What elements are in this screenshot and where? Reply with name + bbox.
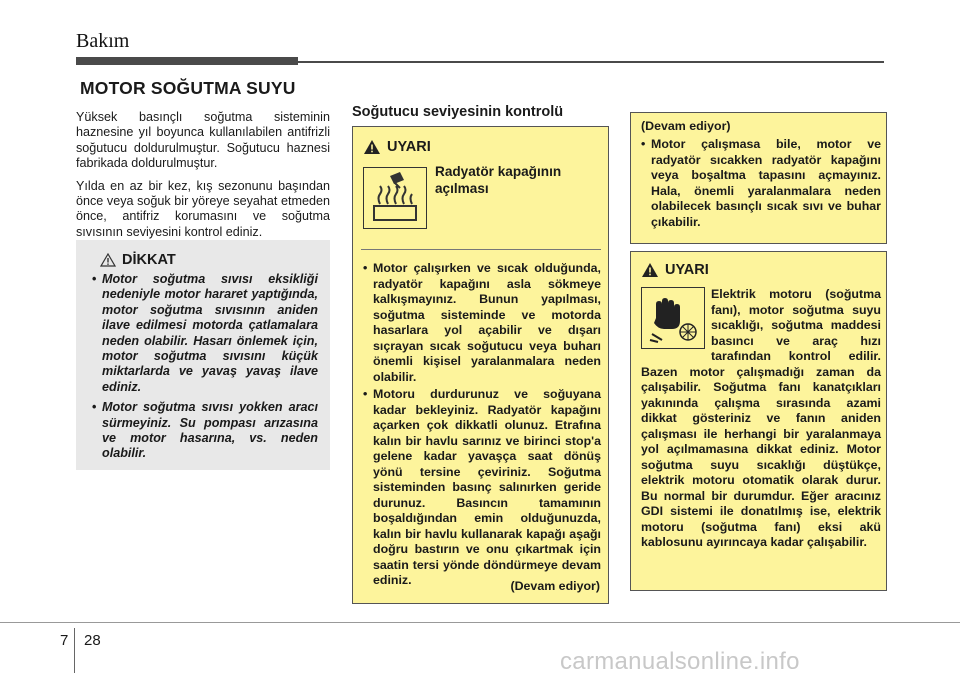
page-numbers — [58, 628, 118, 668]
warning-text — [641, 287, 881, 551]
page-divider — [74, 628, 75, 673]
subsection-title: Soğutucu seviyesinin kontrolü — [352, 104, 564, 120]
continued-label: (Devam ediyor) — [510, 579, 600, 593]
warning-list — [641, 137, 881, 232]
intro-paragraph-1: Yüksek basınçlı soğutma sisteminin haznesine yıl boyunca kullanılabilen antifrizli soğutucu doldurulmuştur. Soğutucu haznesi fabrikada doldurulmuştur. — [76, 110, 330, 171]
caution-triangle-icon — [100, 253, 116, 267]
warning-title: UYARI — [665, 262, 709, 278]
warning-box-radiator-cap — [352, 126, 609, 604]
header-bar — [76, 57, 298, 65]
warning-item: • Motor çalışırken ve sıcak olduğunda, radyatör kapağını asla sökmeye kalkışmayınız. Bunun yapılması, soğutma sisteminde ve motorda hasarlara yol açabilir ve dışarı sıçrayan sıcak soğutucu veya buharı önemli kişisel yaralanmalara neden olabilir. — [363, 261, 601, 385]
chapter-number: 7 — [60, 632, 69, 649]
caution-item: • Motor soğutma sıvısı eksikliği nedeniyle motor hararet yaptığında, motor soğutma sıvısının aniden ilave edilmesi motorda çatlamalara neden olabilir. Hasarı önlemek için, motor soğutma sıvısını küçük miktarlarda ve yavaş yavaş ilave ediniz. — [92, 272, 318, 395]
caution-list — [92, 272, 318, 462]
warning-list — [363, 261, 601, 591]
warning-item: • Motor çalışmasa bile, motor ve radyatör sıcakken radyatör kapağını veya boşaltma tapasını açmayınız. Hala, önemli yaralanmalara neden olabilecek basınçlı sıcak sıvı ve buhar çıkabilir. — [641, 137, 881, 230]
page-number: 28 — [84, 632, 101, 649]
warning-triangle-icon — [363, 139, 381, 155]
continued-label: (Devam ediyor) — [641, 119, 731, 133]
warning-item: • Motoru durdurunuz ve soğuyana kadar bekleyiniz. Radyatör kapağını açarken çok dikkatli olunuz. Etrafına kalın bir havlu sarınız ve birinci stop'a gelene kadar yavaşça saat dönüş yönü tersine çeviriniz. Soğutma sisteminden basınç salınırken geride durunuz. Basıncın tamamının boşaldığından emin olduğunuzda, kalın bir havlu kullanarak kapağı aşağı doğru bastırın ve onu çıkartmak için saatin tersi yönde döndürmeye devam ediniz. — [363, 387, 601, 589]
intro-paragraph-2: Yılda en az bir kez, kış sezonunu başından önce veya soğuk bir yöreye seyahat etmeden önce, antifriz korumasını ve soğutma sıvısının seviyesini kontrol ediniz. — [76, 178, 330, 239]
warning-header — [363, 139, 431, 155]
warning-subtitle: Radyatör kapağının açılması — [435, 164, 562, 196]
warning-box-cooling-fan — [630, 251, 887, 591]
warning-body: Elektrik motoru (soğutma fanı), motor soğutma suyu sıcaklığı, soğutma maddesi basıncı ve araç hızı tarafından kontrol edilir. Bazen motor çalışmadığı zaman da çalışabilir. Soğutma fanı kanatçıkları yakınında çalışma sırasında azami dikkat gösteriniz ve fanın aniden çalışması ile herhangi bir yaralanmaya yol açılmamasına dikkat ediniz. Motor soğutma suyu sıcaklığı düştükçe, elektrik motoru otomatik olarak durur. Bu normal bir durumdur. Eğer aracınız GDI sistemi ile donatılmış ise, elektrik motoru (soğutma fanı) eksi akü kablosunu ayırıncaya kadar çalışabilir. — [641, 287, 881, 549]
caution-header — [92, 252, 318, 268]
header-rule — [298, 61, 884, 63]
section-title: MOTOR SOĞUTMA SUYU — [80, 78, 296, 98]
warning-header — [641, 262, 709, 278]
warning-title: UYARI — [387, 139, 431, 155]
hot-radiator-icon — [363, 167, 427, 229]
warning-box-continued — [630, 112, 887, 244]
footer-rule — [0, 622, 960, 623]
watermark: carmanualsonline.info — [560, 648, 800, 675]
warning-separator — [361, 249, 601, 250]
icon-spacer — [641, 287, 711, 357]
caution-title: DİKKAT — [122, 252, 176, 268]
caution-box — [76, 240, 330, 470]
header-title: Bakım — [76, 30, 130, 52]
caution-item: • Motor soğutma sıvısı yokken aracı sürmeyiniz. Su pompası arızasına ve motor hasarına, vs. neden olabilir. — [92, 400, 318, 462]
intro-text — [76, 110, 330, 247]
warning-triangle-icon — [641, 262, 659, 278]
